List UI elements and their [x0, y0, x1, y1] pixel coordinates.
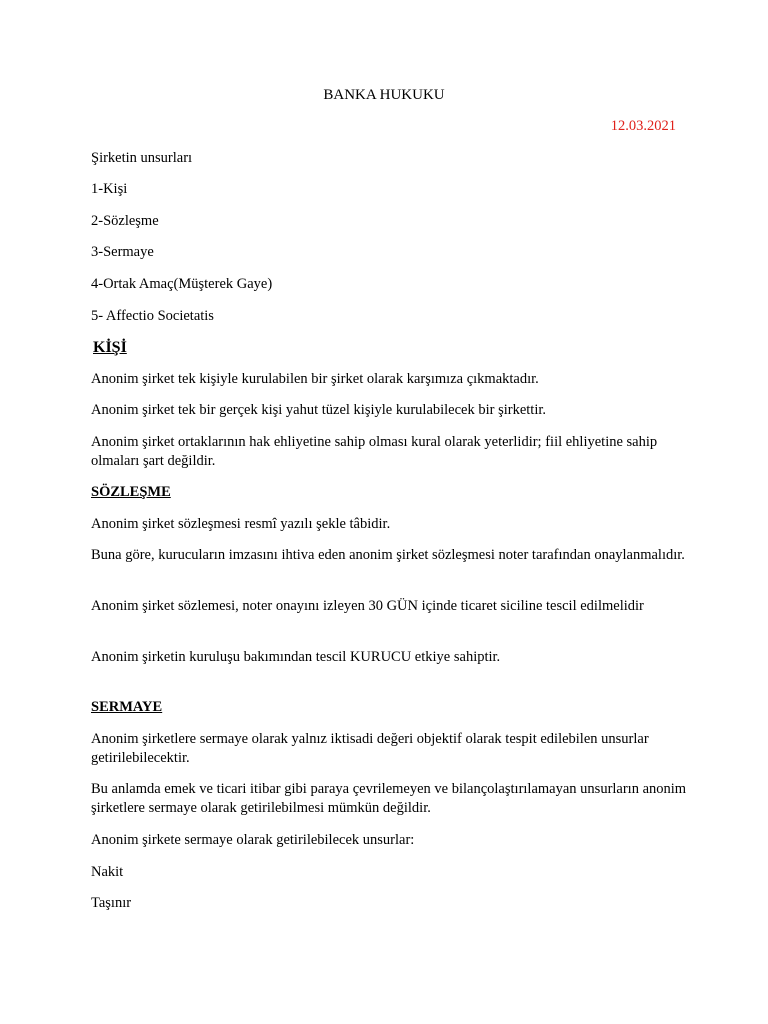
intro-heading: Şirketin unsurları [91, 150, 193, 166]
element-item: 3-Sermaye [91, 244, 154, 260]
paragraph: Anonim şirketlere sermaye olarak yalnız iktisadi değeri objektif olarak tespit edilebilen unsurlar getirilebilecektir. [91, 731, 649, 766]
section-heading-sozlesme: SÖZLEŞME [91, 484, 171, 500]
paragraph: Buna göre, kurucuların imzasını ihtiva eden anonim şirket sözleşmesi noter tarafından onaylanmalıdır. [91, 547, 685, 563]
section-heading-kisi: KİŞİ [93, 339, 127, 356]
element-item: 5- Affectio Societatis [91, 308, 214, 324]
paragraph: Anonim şirket tek kişiyle kurulabilen bir şirket olarak karşımıza çıkmaktadır. [91, 371, 539, 387]
document-title: BANKA HUKUKU [323, 87, 445, 103]
list-item: Nakit [91, 864, 124, 880]
paragraph: Anonim şirketin kuruluşu bakımından tescil KURUCU etkiye sahiptir. [91, 649, 501, 665]
document-date: 12.03.2021 [610, 118, 676, 134]
paragraph: Bu anlamda emek ve ticari itibar gibi paraya çevrilemeyen ve bilançolaştırılamayan unsurların anonim şirketlere sermaye olarak getirilebilmesi mümkün değildir. [91, 781, 687, 816]
element-item: 4-Ortak Amaç(Müşterek Gaye) [91, 276, 273, 292]
list-item: Taşınır [91, 895, 132, 911]
element-item: 2-Sözleşme [91, 213, 159, 229]
paragraph: Anonim şirket ortaklarının hak ehliyetine sahip olması kural olarak yeterlidir; fiil ehliyetine sahip olmaları şart değildir. [91, 434, 658, 469]
paragraph: Anonim şirket tek bir gerçek kişi yahut tüzel kişiyle kurulabilecek bir şirkettir. [91, 402, 547, 418]
section-heading-sermaye: SERMAYE [91, 699, 163, 715]
paragraph: Anonim şirket sözleşmesi resmî yazılı şekle tâbidir. [91, 516, 391, 532]
element-item: 1-Kişi [91, 181, 128, 197]
paragraph: Anonim şirkete sermaye olarak getirilebilecek unsurlar: [91, 832, 415, 848]
paragraph: Anonim şirket sözlemesi, noter onayını izleyen 30 GÜN içinde ticaret siciline tescil edilmelidir [91, 598, 644, 614]
